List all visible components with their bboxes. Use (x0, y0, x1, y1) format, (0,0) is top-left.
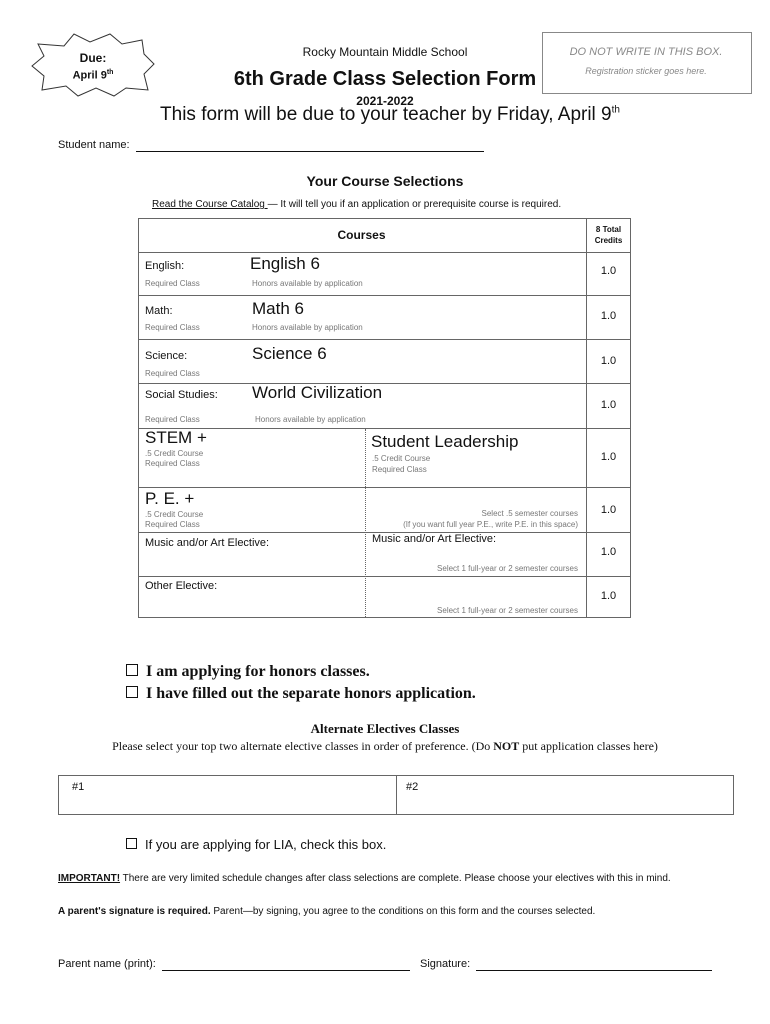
row-divider (139, 487, 630, 488)
math-credits: 1.0 (600, 310, 617, 322)
music-art-credits: 1.0 (600, 546, 617, 558)
science-course[interactable]: Science 6 (252, 344, 327, 363)
row-divider (139, 295, 630, 296)
pe-credits: 1.0 (600, 504, 617, 516)
english-credits: 1.0 (600, 265, 617, 277)
math-label: Math: (145, 305, 173, 317)
science-credits: 1.0 (600, 355, 617, 367)
stem-credit-note: .5 Credit Course (145, 449, 204, 458)
pe-full-year-note: (If you want full year P.E., write P.E. in this space) (403, 520, 578, 529)
row-divider (139, 576, 630, 577)
english-course[interactable]: English 6 (250, 254, 320, 273)
social-studies-label: Social Studies: (145, 389, 218, 401)
social-studies-credits: 1.0 (600, 399, 617, 411)
student-leadership-course[interactable]: Student Leadership (371, 432, 519, 451)
important-notice: IMPORTANT! There are very limited schedule changes after class selections are complete. Please choose your electives with this in mind. (58, 873, 671, 884)
stem-credits: 1.0 (600, 451, 617, 463)
social-studies-required: Required Class (145, 415, 200, 424)
honors-option-applying: I am applying for honors classes. (126, 661, 476, 683)
other-elective-note: Select 1 full-year or 2 semester courses (437, 606, 578, 615)
row-divider (139, 252, 630, 253)
courses-header: Courses (337, 228, 386, 242)
selections-heading: Your Course Selections (306, 173, 464, 189)
alternate-electives-instructions: Please select your top two alternate elective classes in order of preference. (Do NOT put application classes here) (112, 739, 658, 753)
honors-checkbox[interactable] (126, 664, 138, 676)
music-art-field[interactable] (139, 550, 585, 574)
signature-requirement: A parent's signature is required. Parent—by signing, you agree to the conditions on this form and the courses selected. (58, 906, 596, 917)
math-required: Required Class (145, 323, 200, 332)
alternate-choice-2[interactable]: #2 (406, 781, 419, 793)
row-divider (139, 383, 630, 384)
course-catalog-link[interactable]: Read the Course Catalog (152, 199, 268, 210)
student-leadership-credit-note: .5 Credit Course (372, 454, 431, 463)
signature-label: Signature: (420, 958, 471, 970)
english-honors-note: Honors available by application (252, 279, 363, 288)
music-art-label: Music and/or Art Elective: (145, 537, 270, 549)
science-required: Required Class (145, 369, 200, 378)
alternate-choice-1[interactable]: #1 (72, 781, 85, 793)
english-label: English: (145, 260, 185, 272)
other-elective-credits: 1.0 (600, 590, 617, 602)
pe-course[interactable]: P. E. + (145, 489, 195, 508)
music-art-label-2: Music and/or Art Elective: (372, 533, 497, 545)
student-name-field[interactable] (136, 151, 484, 152)
credits-header: 8 Total Credits (594, 225, 623, 245)
other-elective-field[interactable] (139, 593, 585, 605)
parent-name-field[interactable] (162, 970, 410, 971)
math-course[interactable]: Math 6 (252, 299, 304, 318)
lia-checkbox[interactable] (126, 838, 137, 849)
honors-option-application: I have filled out the separate honors application. (126, 683, 476, 705)
office-use-note: Registration sticker goes here. (585, 66, 707, 76)
due-starburst (30, 32, 156, 98)
honors-application-checkbox[interactable] (126, 686, 138, 698)
stem-required: Required Class (145, 459, 200, 468)
form-title: 6th Grade Class Selection Form (233, 68, 537, 90)
student-name-label: Student name: (58, 139, 130, 151)
alternate-electives-title: Alternate Electives Classes (310, 721, 460, 736)
stem-course[interactable]: STEM + (145, 428, 207, 447)
due-notice: This form will be due to your teacher by Friday, April 9th (160, 104, 620, 125)
other-elective-label: Other Elective: (145, 580, 218, 592)
music-art-note: Select 1 full-year or 2 semester courses (437, 564, 578, 573)
student-leadership-required: Required Class (372, 465, 427, 474)
row-divider (139, 339, 630, 340)
honors-options (126, 661, 476, 705)
due-date: April 9th (72, 69, 114, 82)
pe-credit-note: .5 Credit Course (145, 510, 204, 519)
math-honors-note: Honors available by application (252, 323, 363, 332)
due-label: Due: (79, 51, 107, 65)
school-name: Rocky Mountain Middle School (302, 45, 468, 59)
parent-name-label: Parent name (print): (58, 958, 156, 970)
social-studies-honors-note: Honors available by application (255, 415, 366, 424)
social-studies-course[interactable]: World Civilization (252, 383, 383, 402)
office-use-box (542, 32, 752, 94)
catalog-note: Read the Course Catalog — It will tell you if an application or prerequisite course is required. (152, 199, 562, 210)
lia-option: If you are applying for LIA, check this box. (126, 837, 386, 852)
row-divider (139, 428, 630, 429)
pe-semester-note: Select .5 semester courses (481, 509, 578, 518)
signature-field[interactable] (476, 970, 712, 971)
office-use-warning: DO NOT WRITE IN THIS BOX. (569, 46, 723, 58)
english-required: Required Class (145, 279, 200, 288)
alternate-divider (396, 775, 397, 815)
school-year: 2021-2022 (356, 94, 414, 108)
pe-required: Required Class (145, 520, 200, 529)
science-label: Science: (145, 350, 188, 362)
